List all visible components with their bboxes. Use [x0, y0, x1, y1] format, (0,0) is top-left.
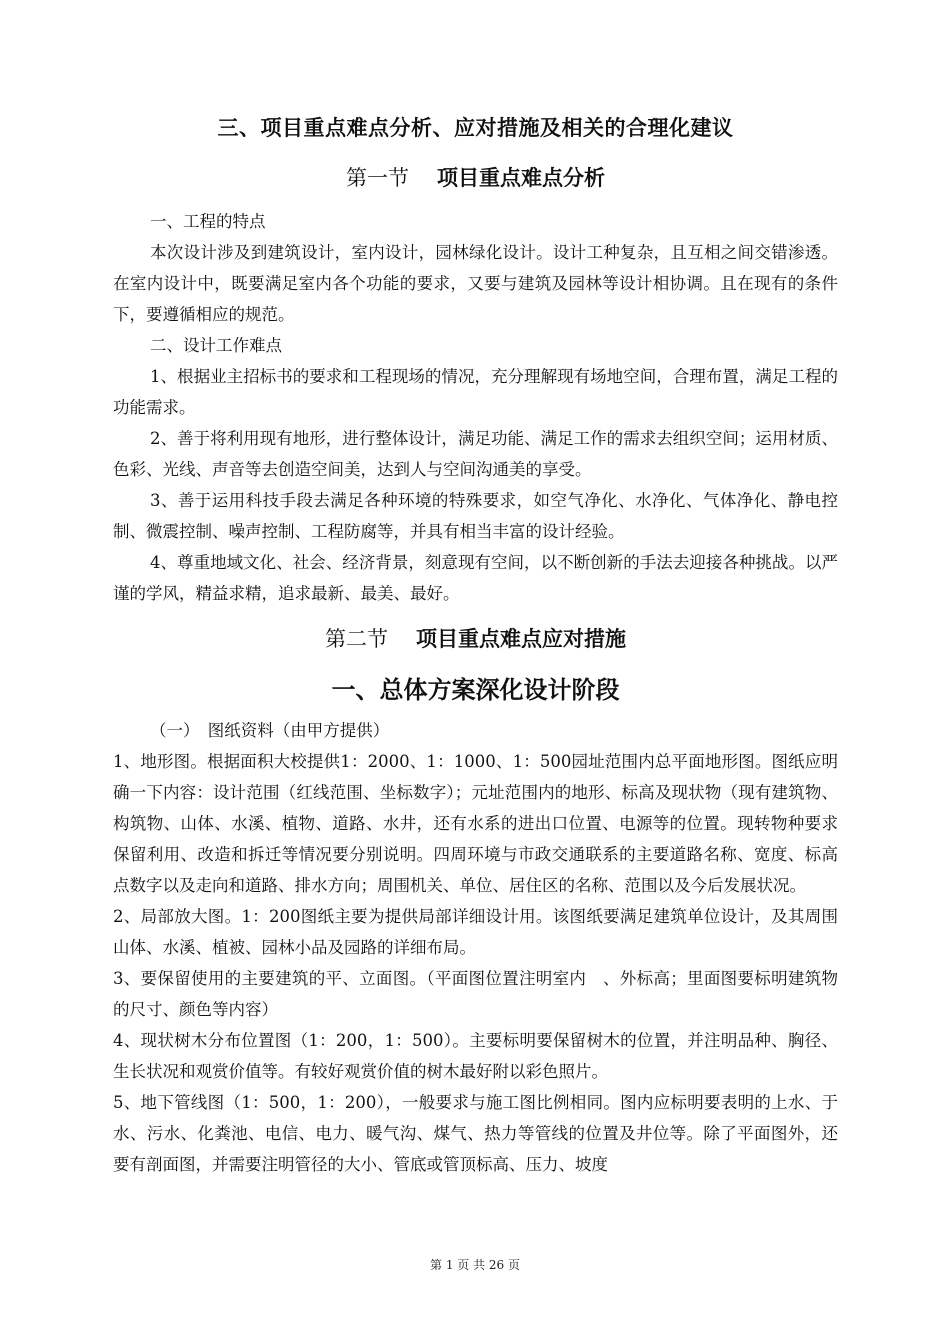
section-number: 第二节	[325, 627, 388, 651]
section-heading-2	[113, 619, 838, 659]
section-number: 第一节	[346, 166, 409, 190]
subsection-heading: （一） 图纸资料（由甲方提供）	[150, 721, 390, 740]
page-footer: 第 1 页 共 26 页	[430, 1258, 520, 1272]
section-name: 项目重点难点应对措施	[416, 627, 626, 651]
document-title: 三、项目重点难点分析、应对措施及相关的合理化建议	[217, 116, 734, 140]
paragraph: 1、根据业主招标书的要求和工程现场的情况，充分理解现有场地空间，合理布置，满足工程的功能需求。	[113, 367, 838, 417]
list-item: 4、现状树木分布位置图（1：200，1：500）。主要标明要保留树木的位置，并注明品种、胸径、生长状况和观赏价值等。有较好观赏价值的树木最好附以彩色照片。	[113, 1031, 838, 1081]
stage-title: 一、总体方案深化设计阶段	[331, 675, 620, 704]
subheading-features: 一、工程的特点	[150, 212, 266, 231]
page-content	[113, 108, 838, 1180]
section-name: 项目重点难点分析	[437, 166, 605, 190]
list-item: 1、地形图。根据面积大校提供1：2000、1：1000、1：500园址范围内总平面地形图。图纸应明确一下内容：设计范围（红线范围、坐标数字）；元址范围内的地形、标高及现状物（现有建筑物、构筑物、山体、水溪、植物、道路、水井，还有水系的进出口位置、电源等的位置。现转物种要求保留利用、改造和拆迁等情况要分别说明。四周环境与市政交通联系的主要道路名称、宽度、标高点数字以及走向和道路、排水方向；周围机关、单位、居住区的名称、范围以及今后发展状况。	[113, 752, 838, 895]
paragraph: 4、尊重地域文化、社会、经济背景，刻意现有空间，以不断创新的手法去迎接各种挑战。以严谨的学风，精益求精，追求最新、最美、最好。	[113, 553, 838, 603]
paragraph: 2、善于将利用现有地形，进行整体设计，满足功能、满足工作的需求去组织空间；运用材质、色彩、光线、声音等去创造空间美，达到人与空间沟通美的享受。	[113, 429, 838, 479]
paragraph: 本次设计涉及到建筑设计，室内设计，园林绿化设计。设计工种复杂，且互相之间交错渗透。在室内设计中，既要满足室内各个功能的要求，又要与建筑及园林等设计相协调。且在现有的条件下，要遵循相应的规范。	[113, 243, 838, 324]
paragraph: 3、善于运用科技手段去满足各种环境的特殊要求，如空气净化、水净化、气体净化、静电控制、微震控制、噪声控制、工程防腐等，并具有相当丰富的设计经验。	[113, 491, 838, 541]
list-item: 3、要保留使用的主要建筑的平、立面图。（平面图位置注明室内 、外标高；里面图要标明建筑物的尺寸、颜色等内容）	[113, 969, 838, 1019]
subheading-difficulties: 二、设计工作难点	[150, 336, 282, 355]
section-heading-1	[113, 158, 838, 198]
list-item: 2、局部放大图。1：200图纸主要为提供局部详细设计用。该图纸要满足建筑单位设计，及其周围山体、水溪、植被、园林小品及园路的详细布局。	[113, 907, 838, 957]
list-item: 5、地下管线图（1：500，1：200），一般要求与施工图比例相同。图内应标明要表明的上水、于水、污水、化粪池、电信、电力、暖气沟、煤气、热力等管线的位置及井位等。除了平面图外，还要有剖面图，并需要注明管径的大小、管底或管顶标高、压力、坡度	[113, 1093, 838, 1174]
